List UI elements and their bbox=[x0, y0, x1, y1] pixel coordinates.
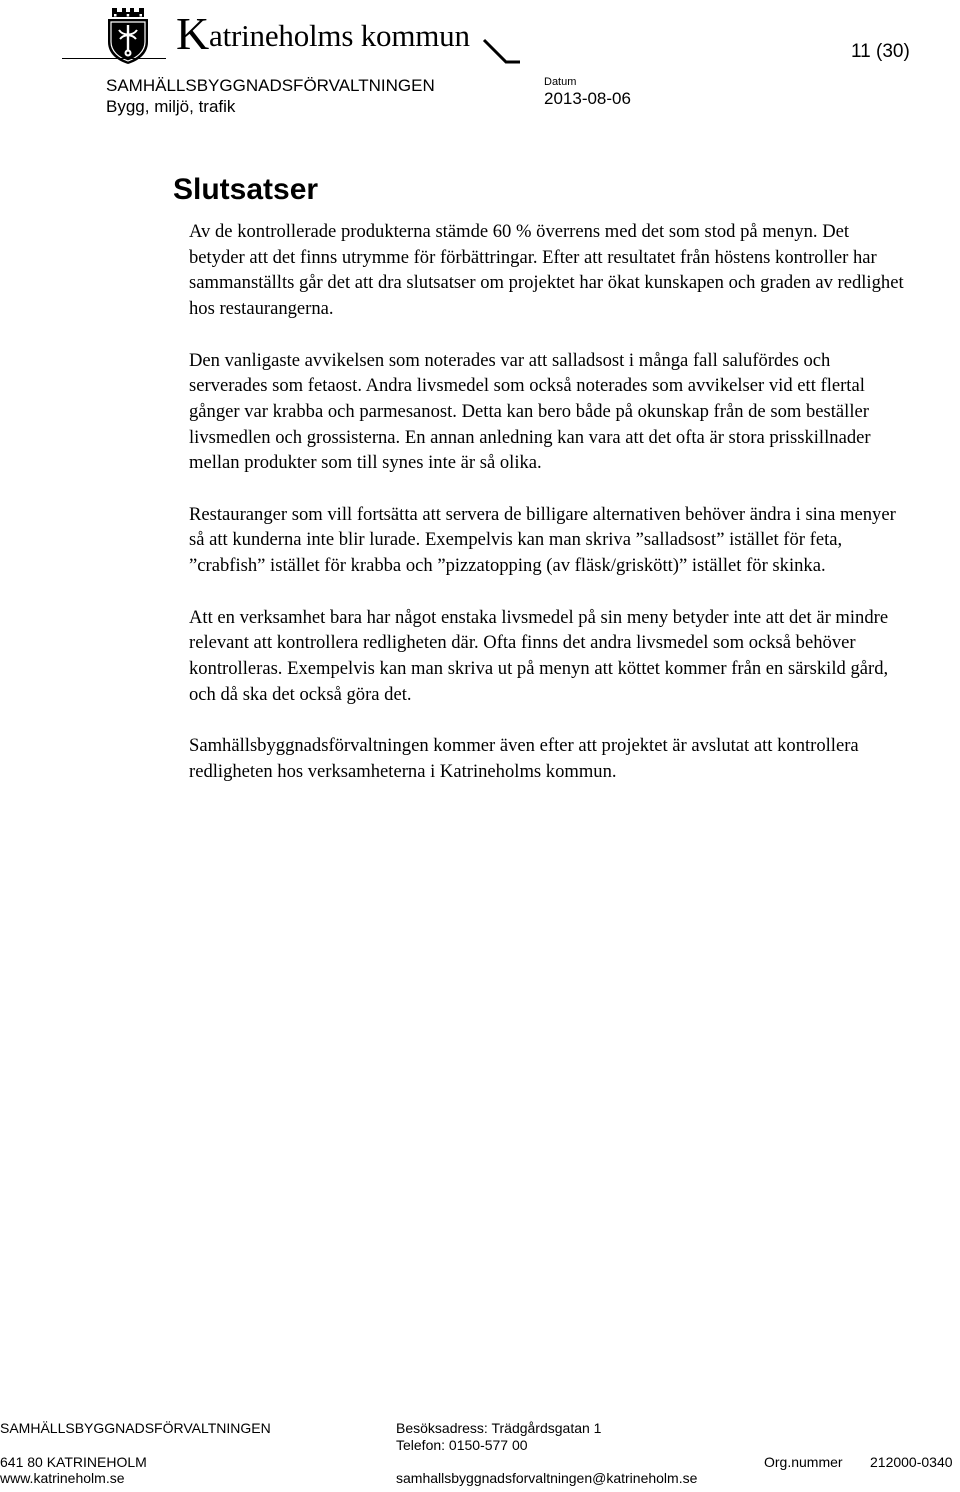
footer-postal-address: 641 80 KATRINEHOLM bbox=[0, 1454, 147, 1470]
footer-department: SAMHÄLLSBYGGNADSFÖRVALTNINGEN bbox=[0, 1420, 271, 1436]
page-number: 11 (30) bbox=[851, 41, 910, 62]
date-label: Datum bbox=[544, 76, 577, 88]
footer-visit-address: Besöksadress: Trädgårdsgatan 1 bbox=[396, 1420, 602, 1436]
paragraph-4: Att en verksamhet bara har något enstaka livsmedel på sin meny betyder inte att det är mindre relevant att kontrollera redligheten där. Ofta finns det andra livsmedel som också behöver kontrolleras. Exempelvis kan man skriva ut på menyn att köttet kommer från en särskild gård, och då ska det också göra det. bbox=[189, 606, 889, 705]
date-value: 2013-08-06 bbox=[544, 89, 631, 108]
footer-org-number-label: Org.nummer bbox=[764, 1454, 843, 1470]
section-content bbox=[189, 219, 909, 810]
footer-org-number: 212000-0340 bbox=[870, 1454, 953, 1470]
footer-phone: Telefon: 0150-577 00 bbox=[396, 1437, 528, 1453]
header-slash-mark bbox=[480, 38, 520, 66]
header-department: SAMHÄLLSBYGGNADSFÖRVALTNINGEN bbox=[106, 76, 435, 95]
organization-name-initial: K bbox=[176, 8, 210, 59]
header-rule bbox=[62, 58, 166, 59]
section-heading: Slutsatser bbox=[173, 173, 319, 206]
footer-email: samhallsbyggnadsforvaltningen@katrineholm.se bbox=[396, 1470, 698, 1486]
coat-of-arms-icon bbox=[104, 6, 152, 64]
paragraph-5: Samhällsbyggnadsförvaltningen kommer även efter att projektet är avslutat att kontrollera redligheten hos verksamheterna i Katrineholms kommun. bbox=[189, 735, 859, 782]
organization-name-rest: atrineholms kommun bbox=[209, 18, 470, 53]
paragraph-2: Den vanligaste avvikelsen som noterades var att salladsost i många fall salufördes och serverades som fetaost. Andra livsmedel som också noterades som avvikelser vid ett flertal gånger var krabba och parmesanost. Detta kan bero både på okunskap från de som beställer livsmedlen och grossisterna. En annan anledning kan vara att det ofta är stora prisskillnader mellan produkter som till synes inte är så olika. bbox=[189, 349, 871, 474]
paragraph-1: Av de kontrollerade produkterna stämde 60 % överrens med det som stod på menyn. Det betyder att det finns utrymme för förbättringar. Efter att resultatet från höstens kontroller har sammanställts går det att dra slutsatser om projektet har ökat kunskapen och graden av redlighet hos restaurangerna. bbox=[189, 221, 904, 320]
paragraph-3: Restauranger som vill fortsätta att servera de billigare alternativen behöver ändra i sina menyer så att kunderna inte blir lurade. Exempelvis kan man skriva ”salladsost” istället för feta, ”crabfish” istället för krabba och ”pizzatopping (av fläsk/griskött)” istället för skinka. bbox=[189, 503, 896, 577]
organization-name bbox=[176, 8, 470, 59]
header-unit: Bygg, miljö, trafik bbox=[106, 97, 236, 116]
footer-website: www.katrineholm.se bbox=[0, 1470, 125, 1486]
